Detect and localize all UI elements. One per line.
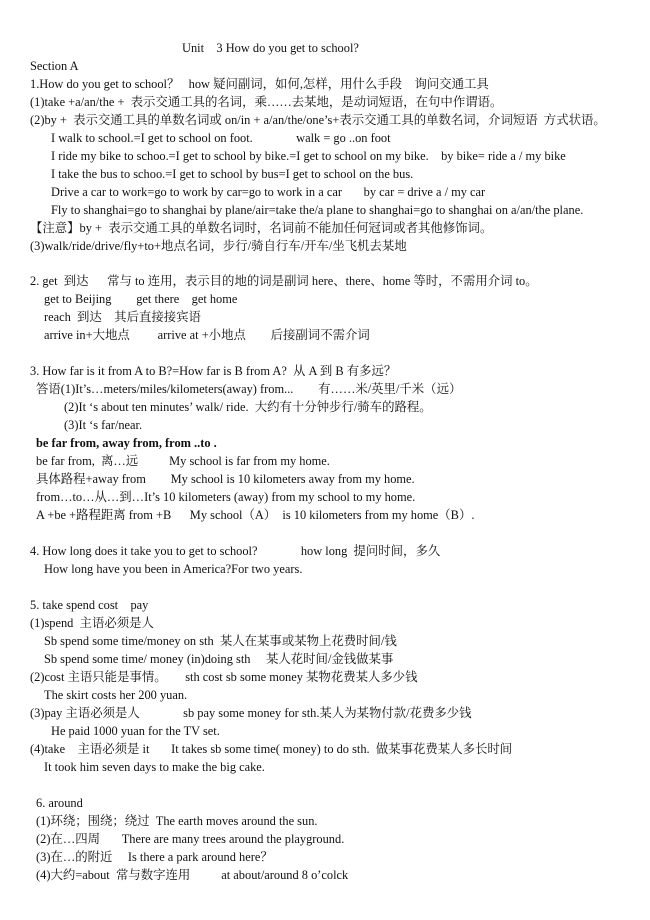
s6-point-4: (4)大约=about 常与数字连用 at about/around 8 o’colck [36,868,349,882]
s1-example-4: Drive a car to work=go to work by car=go to work in a car by car = drive a / my car [51,185,486,199]
s3-line-4: A +be +路程距离 from +B My school（A） is 10 kilometers from my home（B）. [36,508,475,522]
s1-point-1: (1)take +a/an/the + 表示交通工具的名词，乘……去某地，是动词短语，在句中作谓语。 [30,95,503,109]
section-heading: Section A [30,59,79,73]
s5-heading: 5. take spend cost pay [30,598,149,612]
s6-point-2: (2)在…四周 There are many trees around the playground. [36,832,345,846]
s6-point-3: (3)在…的附近 Is there a park around here？ [36,850,273,864]
s3-line-3: from…to…从…到…It’s 10 kilometers (away) from my school to my home. [36,490,416,504]
s2-heading: 2. get 到达 常与 to 连用，表示目的地的词是副词 here、there、home 等时，不需用介词 to。 [30,274,538,288]
s5-line-1: Sb spend some time/money on sth 某人在某事或某物上花费时间/钱 [44,634,397,648]
s1-example-1: I walk to school.=I get to school on foot. walk = go ..on foot [51,131,391,145]
s6-point-1: (1)环绕；围绕；绕过 The earth moves around the sun. [36,814,318,828]
s4-line-1: How long have you been in America?For two years. [44,562,303,576]
s2-line-3: arrive in+大地点 arrive at +小地点 后接副词不需介词 [44,328,370,342]
s3-answer-2: (2)It ‘s about ten minutes’ walk/ ride. 大约有十分钟步行/骑车的路程。 [64,400,432,414]
s3-bold-phrase: be far from, away from, from ..to . [36,436,217,450]
s2-line-2: reach 到达 其后直接接宾语 [44,310,201,324]
s1-example-2: I ride my bike to schoo.=I get to school by bike.=I get to school on my bike. by bike= ride a / my bike [51,149,566,163]
s1-point-2: (2)by + 表示交通工具的单数名词或 on/in + a/an/the/one’s+表示交通工具的单数名词，介词短语 方式状语。 [30,113,606,127]
s5-line-3: The skirt costs her 200 yuan. [44,688,188,702]
s5-line-5: It took him seven days to make the big cake. [44,760,265,774]
s1-heading: 1.How do you get to school？ how 疑问副词，如何,怎样，用什么手段 询问交通工具 [30,77,489,91]
s3-heading: 3. How far is it from A to B?=How far is B from A? 从 A 到 B 有多远？ [30,364,397,378]
s5-line-2: Sb spend some time/ money (in)doing sth 某人花时间/金钱做某事 [44,652,394,666]
s3-answer-3: (3)It ‘s far/near. [64,418,143,432]
s1-example-5: Fly to shanghai=go to shanghai by plane/air=take the/a plane to shanghai=go to shanghai on a/an/the plane. [51,203,584,217]
s3-line-2: 具体路程+away from My school is 10 kilometers away from my home. [36,472,415,486]
s1-point-3: (3)walk/ride/drive/fly+to+地点名词，步行/骑自行车/开车/坐飞机去某地 [30,239,407,253]
s5-line-4: He paid 1000 yuan for the TV set. [51,724,220,738]
s5-point-2: (2)cost 主语只能是事情。 sth cost sb some money 某物花费某人多少钱 [30,670,418,684]
s5-point-3: (3)pay 主语必须是人 sb pay some money for sth.某人为某物付款/花费多少钱 [30,706,472,720]
s3-answer-1: 答语(1)It’s…meters/miles/kilometers(away) from... 有……米/英里/千米（远） [36,382,462,396]
s1-note: 【注意】by + 表示交通工具的单数名词时，名词前不能加任何冠词或者其他修饰词。 [30,221,493,235]
s4-heading: 4. How long does it take you to get to school? how long 提问时间，多久 [30,544,441,558]
s3-line-1: be far from, 离…远 My school is far from my home. [36,454,330,468]
s1-example-3: I take the bus to schoo.=I get to school by bus=I get to school on the bus. [51,167,414,181]
s6-heading: 6. around [36,796,83,810]
s5-point-4: (4)take 主语必须是 it It takes sb some time( money) to do sth. 做某事花费某人多长时间 [30,742,513,756]
page-title: Unit 3 How do you get to school? [182,41,359,55]
s2-line-1: get to Beijing get there get home [44,292,238,306]
s5-point-1: (1)spend 主语必须是人 [30,616,154,630]
